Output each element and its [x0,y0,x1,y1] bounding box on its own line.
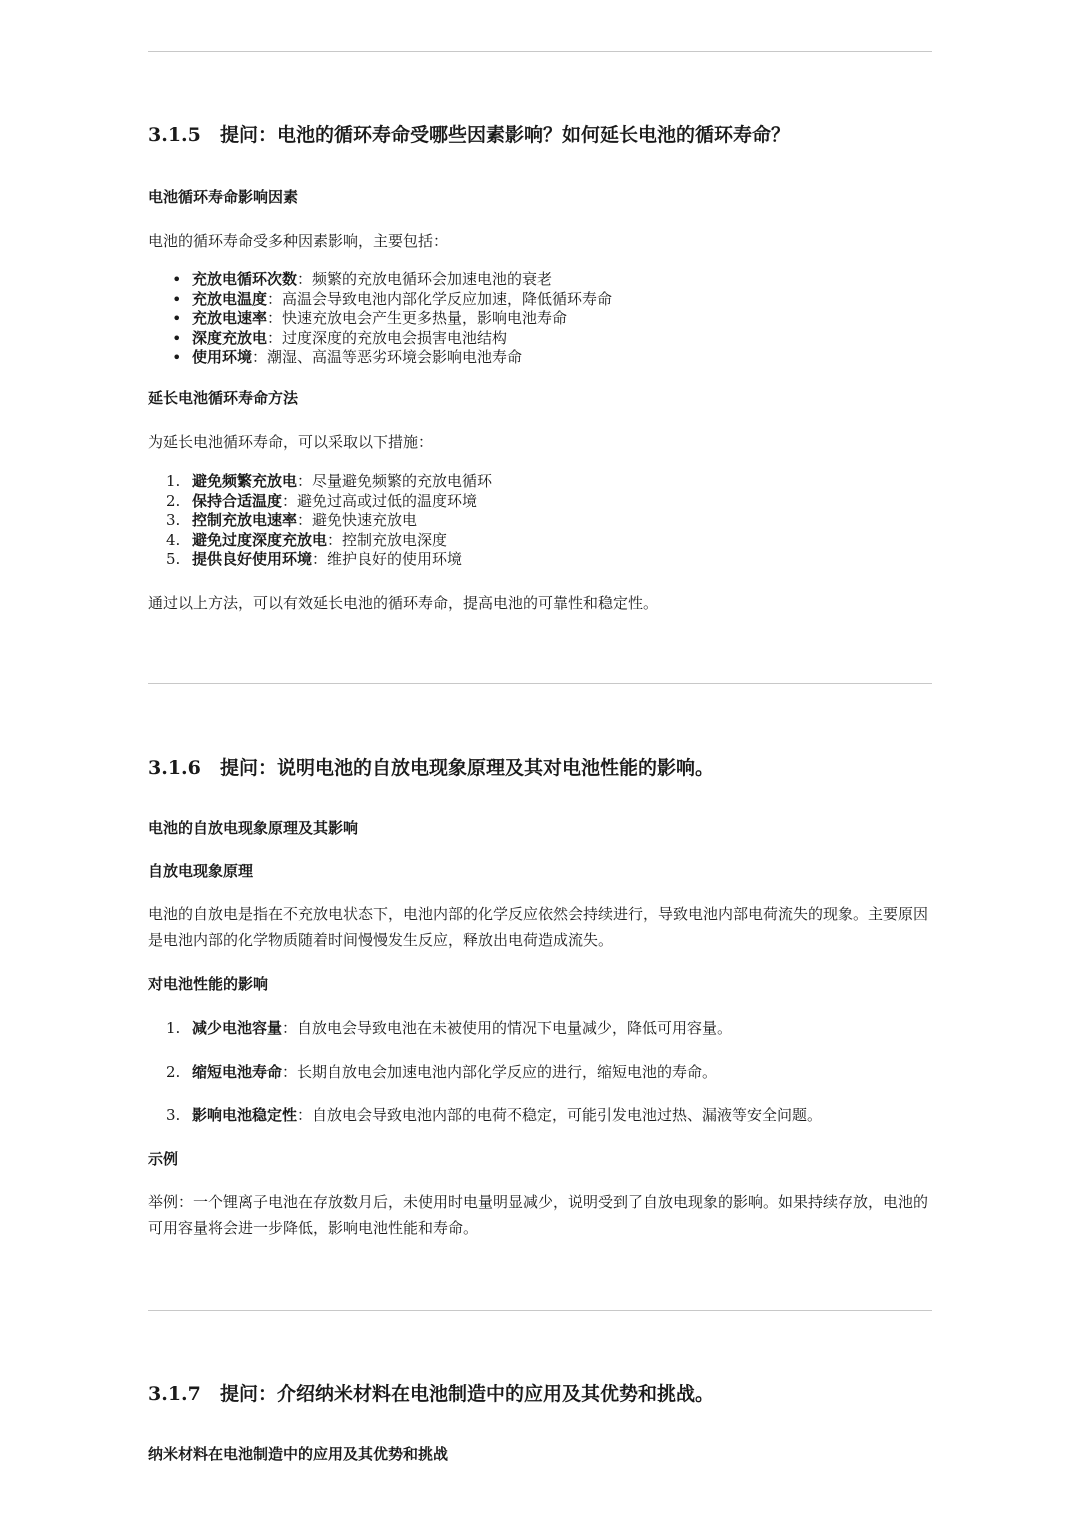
subheading-principle: 自放电现象原理 [148,862,254,880]
horizontal-rule [148,683,932,684]
subheading-effects: 对电池性能的影响 [148,975,269,993]
subheading-factors: 电池循环寿命影响因素 [148,188,299,206]
list-item: • 使用环境：潮湿、高温等恶劣环境会影响电池寿命 [148,348,612,368]
section-heading-3-1-6 [148,755,714,781]
section-title: 提问：电池的循环寿命受哪些因素影响？如何延长电池的循环寿命？ [220,124,791,146]
paragraph-example: 举例：一个锂离子电池在存放数月后，未使用时电量明显减少，说明受到了自放电现象的影响。如果持续存放，电池的可用容量将会进一步降低，影响电池性能和寿命。 [148,1193,929,1237]
paragraph-factors-intro: 电池的循环寿命受多种因素影响，主要包括： [148,232,449,250]
section-heading-3-1-5 [148,122,790,148]
subheading-methods: 延长电池循环寿命方法 [148,389,299,407]
paragraph-conclusion: 通过以上方法，可以有效延长电池的循环寿命，提高电池的可靠性和稳定性。 [148,594,659,612]
list-item: 1. 减少电池容量：自放电会导致电池在未被使用的情况下电量减少，降低可用容量。 [166,1019,733,1037]
methods-list [148,472,492,570]
list-item: • 充放电速率：快速充放电会产生更多热量，影响电池寿命 [148,309,612,329]
horizontal-rule [148,51,932,52]
subheading-nanomaterials: 纳米材料在电池制造中的应用及其优势和挑战 [148,1445,449,1463]
section-number: 3.1.7 [148,1383,201,1405]
paragraph-principle: 电池的自放电是指在不充放电状态下，电池内部的化学反应依然会持续进行，导致电池内部电荷流失的现象。主要原因是电池内部的化学物质随着时间慢慢发生反应，释放出电荷造成流失。 [148,905,929,949]
list-item: 1. 避免频繁充放电：尽量避免频繁的充放电循环 [166,472,493,490]
list-item: • 深度充放电：过度深度的充放电会损害电池结构 [148,329,612,349]
list-item: 5. 提供良好使用环境：维护良好的使用环境 [166,550,463,568]
section-title: 提问：介绍纳米材料在电池制造中的应用及其优势和挑战。 [220,1383,715,1405]
list-item: 2. 保持合适温度：避免过高或过低的温度环境 [166,491,478,510]
section-title: 提问：说明电池的自放电现象原理及其对电池性能的影响。 [220,757,715,779]
factors-list [148,270,612,368]
list-item: 3. 影响电池稳定性：自放电会导致电池内部的电荷不稳定，可能引发电池过热、漏液等安全问题。 [166,1106,823,1124]
document-page [148,0,932,1528]
section-number: 3.1.6 [148,757,201,779]
list-item: • 充放电温度：高温会导致电池内部化学反应加速，降低循环寿命 [148,290,612,310]
list-item: 4. 避免过度深度充放电：控制充放电深度 [166,530,448,549]
effects-list [148,1017,822,1148]
subheading-example: 示例 [148,1150,179,1168]
list-item: 2. 缩短电池寿命：长期自放电会加速电池内部化学反应的进行，缩短电池的寿命。 [166,1062,718,1081]
section-number: 3.1.5 [148,124,201,146]
subheading-self-discharge: 电池的自放电现象原理及其影响 [148,819,359,837]
list-item: 3. 控制充放电速率：避免快速充放电 [166,511,418,529]
paragraph-methods-intro: 为延长电池循环寿命，可以采取以下措施： [148,433,434,451]
horizontal-rule [148,1310,932,1311]
list-item: • 充放电循环次数：频繁的充放电循环会加速电池的衰老 [148,270,612,290]
section-heading-3-1-7 [148,1381,714,1407]
